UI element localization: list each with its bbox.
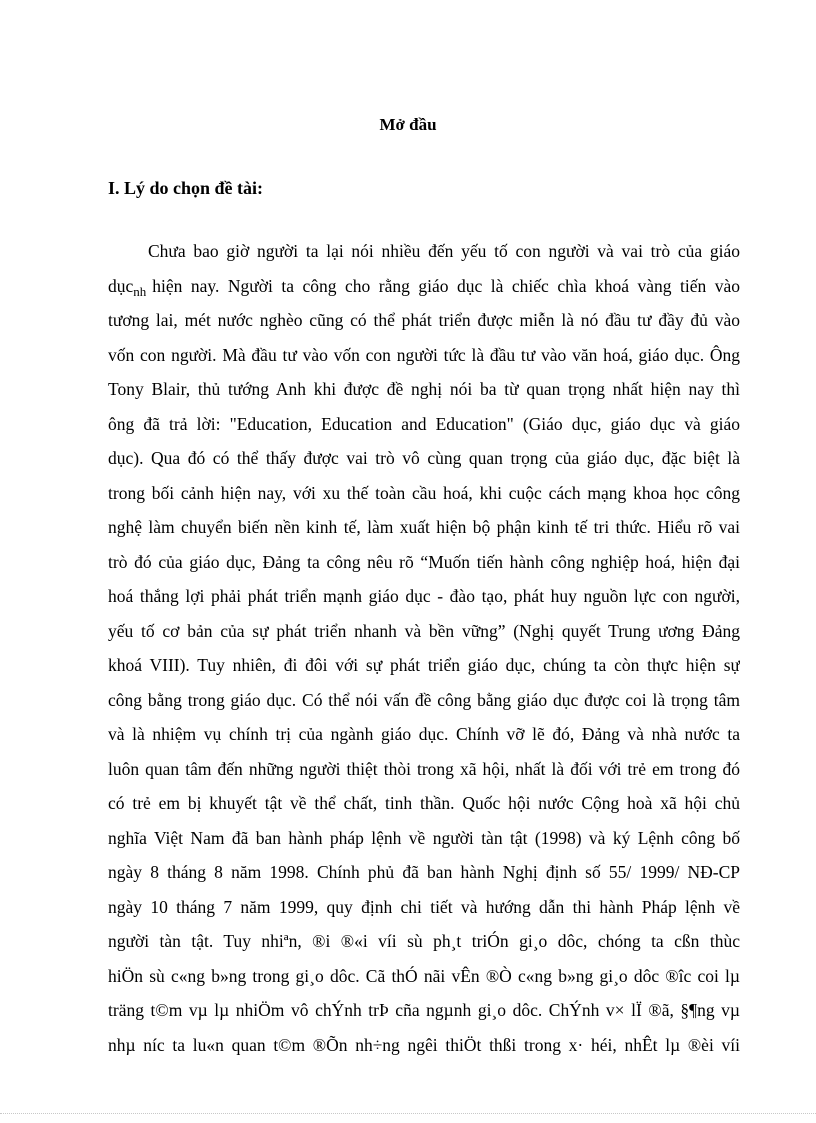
paragraph-line: dục). Qua đó có thể thấy được vai trò vô cùng quan trọng của giáo dục, đặc biệt là <box>108 448 740 468</box>
paragraph-line: Chưa bao giờ người ta lại nói nhiều đến yếu tố con người và vai trò của giáo <box>148 241 740 261</box>
paragraph-line: hoá thắng lợi phải phát triển mạnh giáo dục - đào tạo, phát huy nguồn lực con người, <box>108 586 740 606</box>
paragraph-line: người tàn tật. Tuy nhiªn, ®i ®«i víi sù ph¸t triÓn gi¸o dôc, chóng ta cßn thùc <box>108 931 740 951</box>
section-heading: I. Lý do chọn đề tài: <box>108 178 264 198</box>
paragraph-line: yếu tố cơ bản của sự phát triển nhanh và bền vững” (Nghị quyết Trung ương Đảng <box>108 620 740 641</box>
paragraph-line: luôn quan tâm đến những người thiệt thòi trong xã hội, nhất là đối với trẻ em trong đó <box>108 758 740 779</box>
page-bottom-divider <box>0 1113 816 1114</box>
paragraph-line-prefix: dục <box>108 275 134 296</box>
paragraph-line: trong bối cảnh hiện nay, với xu thế toàn cầu hoá, khi cuộc cách mạng khoa học công <box>108 482 740 503</box>
paragraph-line-rest: hiện nay. Người ta công cho rằng giáo dục là chiếc chìa khoá vàng tiến vào <box>152 275 740 296</box>
paragraph-line: Tony Blair, thủ tướng Anh khi được đề nghị nói ba từ quan trọng nhất hiện nay thì <box>108 379 740 399</box>
paragraph-line: và là nhiệm vụ chính trị của ngành giáo dục. Chính vỡ lẽ đó, Đảng và nhà nước ta <box>108 724 740 744</box>
page-title: Mở đầu <box>379 115 437 134</box>
paragraph-line: ngày 8 tháng 8 năm 1998. Chính phủ đã ban hành Nghị định số 55/ 1999/ NĐ-CP <box>108 862 740 882</box>
paragraph-line: khoá VIII). Tuy nhiên, đi đôi với sự phát triển giáo dục, chúng ta còn thực hiện sự <box>108 655 740 675</box>
paragraph-line: ông đã trả lời: "Education, Education and Education" (Giáo dục, giáo dục và giáo <box>108 413 740 434</box>
paragraph-line: công bằng trong giáo dục. Có thể nói vấn đề công bằng giáo dục được coi là trọng tâm <box>108 689 740 710</box>
paragraph-line <box>108 269 740 304</box>
paragraph-line: có trẻ em bị khuyết tật về thể chất, tinh thần. Quốc hội nước Cộng hoà xã hội chủ <box>108 793 740 813</box>
paragraph-line: nghĩa Việt Nam đã ban hành pháp lệnh về người tàn tật (1998) và ký Lệnh công bố <box>108 827 740 848</box>
paragraph-line: hiÖn sù c«ng b»ng trong gi¸o dôc. Cã thÓ nãi vÊn ®Ò c«ng b»ng gi¸o dôc ®îc coi lµ <box>108 965 740 986</box>
paragraph-line: trò đó của giáo dục, Đảng ta công nêu rõ “Muốn tiến hành công nghiệp hoá, hiện đại <box>108 551 740 572</box>
paragraph-line: tương lai, mét nước nghèo cũng có thể phát triển được miễn là nó đầu tư đầy đủ vào <box>108 310 740 330</box>
paragraph-line: nhµ níc ta lu«n quan t©m ®Õn nh÷ng ngêi thiÖt thßi trong x· héi, nhÊt lµ ®èi víi <box>108 1034 740 1055</box>
body-paragraph <box>108 234 740 1062</box>
paragraph-line: träng t©m vµ lµ nhiÖm vô chÝnh trÞ cña ngµnh gi¸o dôc. ChÝnh v× lÏ ®ã, §¶ng vµ <box>108 1000 740 1020</box>
paragraph-line-subscript: nh <box>133 283 147 299</box>
paragraph-line: nghệ làm chuyển biến nền kinh tế, làm xuất hiện bộ phận kinh tế tri thức. Hiểu rõ vai <box>108 517 740 537</box>
paragraph-line: ngày 10 tháng 7 năm 1999, quy định chi tiết và hướng dẫn thi hành Pháp lệnh về <box>108 896 740 917</box>
paragraph-line: vốn con người. Mà đầu tư vào vốn con người tức là đầu tư vào văn hoá, giáo dục. Ông <box>108 344 740 365</box>
